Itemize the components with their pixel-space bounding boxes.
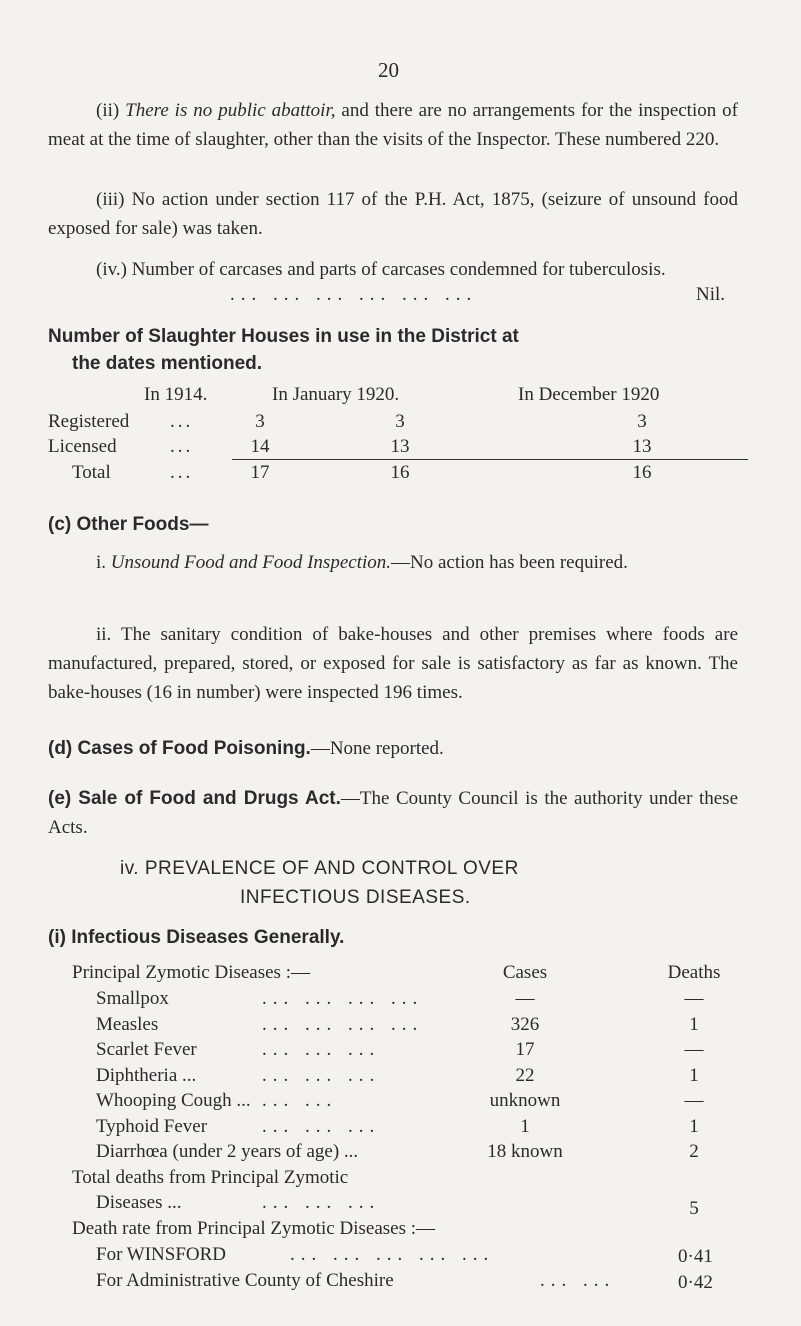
slaughter-row-total-jan: 16 [390, 462, 410, 483]
winsford-dots: ... ... ... ... ... [290, 1244, 495, 1265]
section-iv-text: Number of carcases and parts of carcases condemned for tuberculosis. [131, 259, 666, 280]
slaughter-total-rule [232, 459, 748, 460]
disease-name: Diphtheria ... [96, 1065, 197, 1086]
winsford-value: 0·41 [678, 1246, 713, 1267]
disease-dots: ... ... [262, 1090, 338, 1111]
other-foods-i-text: —No action has been required. [391, 552, 628, 573]
slaughter-row-registered-dec: 3 [637, 411, 647, 432]
death-rate-label: Death rate from Principal Zymotic Diseases :— [72, 1218, 436, 1239]
slaughter-col-dec-1920: In December 1920 [518, 384, 660, 405]
other-foods-ii: ii. The sanitary condition of bake-houses and other premises where foods are manufactured, prepared, stored, or exposed for sale is satisfactory as far as known. The bake-houses (16 in number) were inspected 196 times. [48, 624, 738, 703]
disease-deaths: — [684, 1090, 704, 1111]
slaughter-col-jan-1920: In January 1920. [272, 384, 400, 405]
section-iv [48, 255, 738, 284]
disease-dots: ... ... ... ... [262, 988, 424, 1009]
sale-of-food-heading: (e) Sale of Food and Drugs Act. [48, 788, 341, 809]
slaughter-row-registered-jan: 3 [395, 411, 405, 432]
section-iii-text: No action under section 117 of the P.H. Act, 1875, (seizure of unsound food exposed for sale) was taken. [48, 189, 738, 239]
disease-deaths: 1 [689, 1116, 699, 1137]
section-iii [48, 185, 738, 243]
prevalence-heading-1: iv. PREVALENCE OF AND CONTROL OVER [120, 858, 519, 879]
slaughter-row-licensed-dec: 13 [632, 436, 652, 457]
disease-cases: unknown [489, 1090, 561, 1111]
other-foods-i [48, 548, 738, 577]
slaughter-row-licensed-label: Licensed [48, 436, 117, 457]
slaughter-row-total-dec: 16 [632, 462, 652, 483]
prevalence-heading-2: INFECTIOUS DISEASES. [240, 887, 471, 908]
disease-name: Diarrhœa (under 2 years of age) ... [96, 1141, 359, 1162]
slaughter-row-licensed-1914: 14 [250, 436, 270, 457]
section-ii-text: and there are no arrangements for the inspection of meat at the time of slaughter, other than the visits of the Inspector. These numbered 220. [48, 100, 738, 150]
disease-cases: 22 [515, 1065, 535, 1086]
infectious-total-line-2: Diseases ... [96, 1192, 182, 1213]
food-poisoning [48, 738, 444, 760]
county-value: 0·42 [678, 1272, 713, 1293]
infectious-total-value: 5 [689, 1198, 699, 1219]
section-ii [48, 96, 738, 154]
sale-of-food [48, 784, 738, 842]
disease-dots: ... ... ... [262, 1065, 381, 1086]
slaughter-row-registered-dots: ... [170, 411, 194, 432]
slaughter-row-licensed-dots: ... [170, 436, 194, 457]
disease-deaths: 2 [689, 1141, 699, 1162]
slaughter-row-licensed-jan: 13 [390, 436, 410, 457]
section-iii-num: (iii) [96, 189, 125, 210]
slaughter-row-total-dots: ... [170, 462, 194, 483]
disease-cases: 1 [520, 1116, 530, 1137]
disease-dots: ... ... ... ... [262, 1014, 424, 1035]
infectious-col-cases: Cases [502, 962, 548, 983]
section-ii-num: (ii) [96, 100, 120, 121]
disease-deaths: 1 [689, 1065, 699, 1086]
other-foods-i-italic: Unsound Food and Food Inspection. [110, 552, 392, 573]
infectious-heading: (i) Infectious Diseases Generally. [48, 927, 345, 948]
food-poisoning-heading: (d) Cases of Food Poisoning. [48, 738, 311, 759]
page-number: 20 [378, 58, 399, 82]
disease-name: Smallpox [96, 988, 169, 1009]
county-label: For Administrative County of Cheshire [96, 1270, 394, 1291]
disease-name: Scarlet Fever [96, 1039, 197, 1060]
disease-cases: 17 [515, 1039, 535, 1060]
winsford-label: For WINSFORD [96, 1244, 227, 1265]
disease-cases: 326 [510, 1014, 540, 1035]
slaughter-row-total-label: Total [72, 462, 111, 483]
disease-dots: ... ... ... [262, 1039, 381, 1060]
disease-deaths: — [684, 1039, 704, 1060]
disease-deaths: 1 [689, 1014, 699, 1035]
disease-cases: — [515, 988, 535, 1009]
county-dots: ... ... [540, 1270, 616, 1291]
section-iv-num: (iv.) [96, 259, 127, 280]
disease-deaths: — [684, 988, 704, 1009]
slaughter-heading-2: the dates mentioned. [72, 353, 263, 374]
section-iv-value: Nil. [696, 284, 726, 305]
slaughter-heading-1: Number of Slaughter Houses in use in the District at [48, 326, 519, 347]
disease-name: Typhoid Fever [96, 1116, 208, 1137]
sale-of-food-text: —The County Council is the authority under these Acts. [48, 788, 739, 838]
food-poisoning-text: —None reported. [310, 738, 444, 759]
slaughter-row-total-1914: 17 [250, 462, 270, 483]
disease-name: Measles [96, 1014, 159, 1035]
infectious-intro: Principal Zymotic Diseases :— [72, 962, 310, 983]
section-ii-italic: There is no public abattoir, [125, 100, 336, 121]
slaughter-row-registered-label: Registered [48, 411, 130, 432]
slaughter-row-registered-1914: 3 [255, 411, 265, 432]
section-iv-dots: ... ... ... ... ... ... [230, 284, 478, 305]
other-foods-i-num: i. [96, 552, 107, 573]
disease-name: Whooping Cough ... [96, 1090, 251, 1111]
infectious-col-deaths: Deaths [667, 962, 721, 983]
slaughter-col-1914: In 1914. [144, 384, 208, 405]
disease-dots: ... ... ... [262, 1116, 381, 1137]
infectious-total-line-1: Total deaths from Principal Zymotic [72, 1167, 349, 1188]
disease-cases: 18 known [487, 1141, 563, 1162]
infectious-total-dots: ... ... ... [262, 1192, 381, 1213]
other-foods-heading: (c) Other Foods— [48, 514, 209, 535]
